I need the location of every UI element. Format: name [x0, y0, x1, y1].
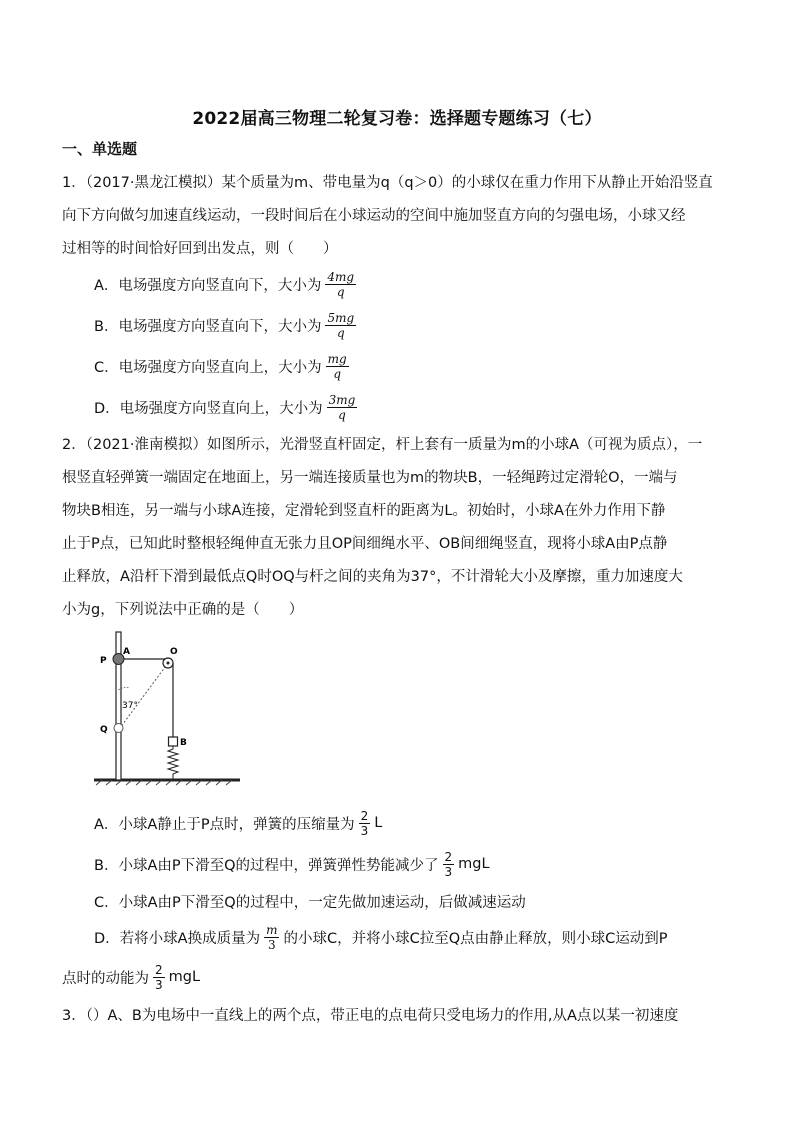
q2-option-d-text-2: 的小球C，并将小球C拉至Q点由静止释放，则小球C运动到P: [283, 930, 668, 947]
question-3-text: （）A、B为电场中一直线上的两个点，带正电的点电荷只受电场力的作用,从A点以某一初速度: [85, 1008, 679, 1024]
question-2-text-1: 如图所示，光滑竖直杆固定，杆上套有一质量为m的小球A（可视为质点），一: [207, 437, 703, 453]
option-c-fraction: [326, 352, 349, 381]
question-2-line-5: 止释放，A沿杆下滑到最低点Q时OQ与杆之间的夹角为37°，不计滑轮大小及摩擦，重力加速度大: [62, 569, 683, 585]
fraction-numerator: 2: [155, 962, 163, 977]
question-1-option-a: [94, 269, 360, 299]
question-3: [62, 1000, 734, 1033]
q2-option-d-text-1: D．若将小球A换成质量为: [94, 930, 261, 947]
question-1: [62, 167, 734, 266]
q2-option-a-text: A．小球A静止于P点时，弹簧的压缩量为: [94, 816, 355, 833]
question-1-text-1: 某个质量为m、带电量为q（q＞0）的小球仅在重力作用下从静止开始沿竖直: [221, 175, 713, 191]
q2-option-b-tail: mgL: [458, 856, 490, 872]
pulley-axle: [167, 662, 170, 665]
fraction-numerator: 4mg: [327, 269, 355, 284]
section-heading: 一、单选题: [62, 140, 138, 158]
fraction-denominator: q: [333, 366, 341, 381]
question-2-option-d: [94, 922, 668, 952]
option-d-fraction: [327, 393, 358, 422]
question-2-option-c: [94, 886, 526, 916]
q2-option-b-text: B．小球A由P下滑至Q的过程中，弹簧弹性势能减少了: [94, 857, 439, 874]
question-2-source: （2021·淮南模拟）: [85, 437, 207, 453]
q2-option-d-line-2-text: 点时的动能为: [62, 970, 149, 987]
rope-oq-dashed: [120, 663, 168, 728]
fraction-denominator: q: [338, 407, 346, 422]
block-b: [169, 737, 178, 746]
question-2: [62, 429, 734, 627]
option-d-label: D．电场强度方向竖直向上，大小为: [94, 400, 323, 417]
question-1-line-3: 过相等的时间恰好回到出发点，则（ ）: [62, 241, 338, 257]
question-2-option-b: [94, 849, 490, 879]
label-b: B: [180, 738, 187, 748]
fraction-numerator: 2: [444, 849, 453, 864]
q2-option-d-fraction: [264, 923, 279, 952]
q2-option-d-fraction-2: [153, 963, 165, 992]
q2-option-a-fraction: [359, 809, 371, 838]
question-3-line-1: [62, 1000, 734, 1033]
fraction-denominator: q: [336, 325, 345, 340]
question-1-option-d: [94, 392, 361, 422]
question-2-number: 2．: [62, 437, 86, 453]
question-1-number: 1．: [62, 175, 86, 191]
q2-option-a-tail: L: [374, 815, 383, 831]
question-2-line-6: 小为g，下列说法中正确的是（ ）: [62, 602, 304, 618]
fraction-denominator: q: [336, 284, 345, 299]
fraction-denominator: 3: [444, 864, 453, 879]
question-2-line-2: 根竖直轻弹簧一端固定在地面上，另一端连接质量也为m的物块B，一轻绳跨过定滑轮O，一端与: [62, 470, 678, 486]
option-b-fraction: [325, 311, 356, 340]
question-1-option-c: [94, 351, 353, 381]
page-title: 2022届高三物理二轮复习卷：选择题专题练习（七）: [192, 109, 602, 129]
fraction-denominator: 3: [267, 937, 276, 952]
label-o: O: [170, 647, 178, 657]
question-1-source: （2017·黑龙江模拟）: [85, 175, 222, 191]
q2-option-b-fraction: [443, 850, 455, 879]
label-p: P: [100, 656, 107, 666]
question-1-line-1: [62, 167, 734, 200]
fraction-denominator: 3: [155, 977, 163, 992]
question-2-option-d-line-2: [62, 962, 200, 992]
question-1-option-b: [94, 310, 360, 340]
label-q: Q: [100, 725, 108, 735]
option-c-label: C．电场强度方向竖直向上，大小为: [94, 359, 322, 376]
q2-option-c-text: C．小球A由P下滑至Q的过程中，一定先做加速运动，后做减速运动: [94, 894, 526, 911]
question-3-number: 3．: [62, 1008, 86, 1024]
fraction-numerator: mg: [327, 351, 347, 366]
question-2-line-1: [62, 429, 734, 462]
question-1-line-2: 向下方向做匀加速直线运动，一段时间后在小球运动的空间中施加竖直方向的匀强电场，小球又经: [62, 208, 686, 224]
fraction-numerator: 3mg: [328, 392, 356, 407]
fraction-denominator: 3: [360, 823, 369, 838]
fraction-numerator: m: [266, 922, 278, 937]
fraction-numerator: 2: [360, 808, 369, 823]
physics-diagram: [92, 628, 242, 786]
label-a: A: [123, 647, 130, 657]
fraction-numerator: 5mg: [327, 310, 355, 325]
question-2-line-4: 止于P点，已知此时整根轻绳伸直无张力且OP间细绳水平、OB间细绳竖直，现将小球A由P点静: [62, 536, 668, 552]
label-angle: 37°: [122, 701, 138, 711]
spring: [168, 746, 178, 780]
option-a-label: A．电场强度方向竖直向下，大小为: [94, 277, 322, 294]
option-a-fraction: [325, 270, 356, 299]
q2-option-d-tail: mgL: [168, 969, 201, 985]
question-2-option-a: [94, 808, 382, 838]
question-2-line-3: 物块B相连，另一端与小球A连接，定滑轮到竖直杆的距离为L。初始时，小球A在外力作用下静: [62, 503, 666, 519]
option-b-label: B．电场强度方向竖直向下，大小为: [94, 318, 322, 335]
ball-q: [114, 724, 123, 733]
